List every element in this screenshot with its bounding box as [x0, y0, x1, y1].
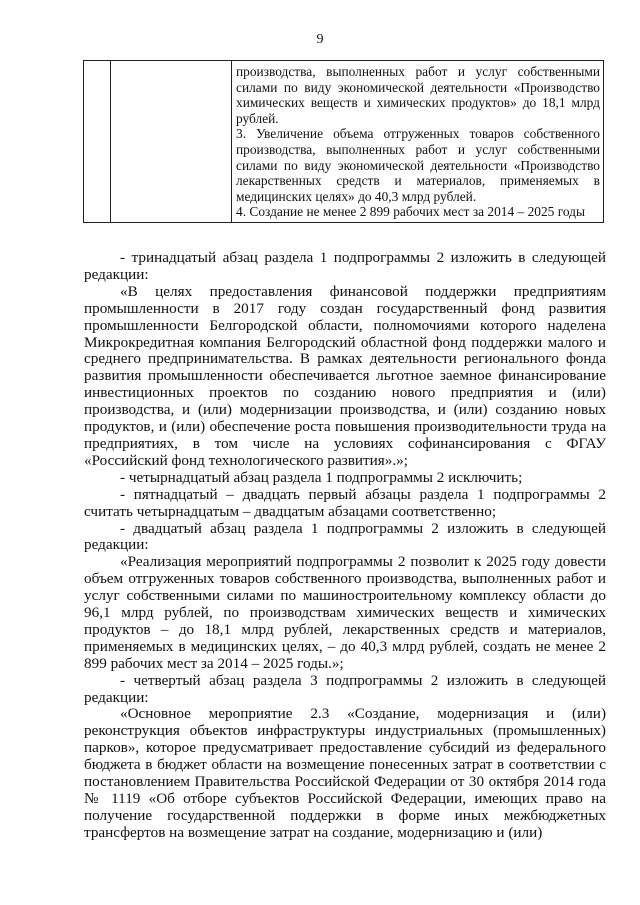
table-row: [84, 61, 604, 223]
table-cell-empty-1: [84, 61, 111, 223]
paragraph: «Основное мероприятие 2.3 «Создание, модернизация и (или) реконструкция объектов инфраструктуры индустриальных (промышленных) парков», которое предусматривает предоставление субсидий из федерального бюджета в бюджет области на возмещение понесенных затрат в соответствии с постановлением Правительства Российской Федерации от 30 октября 2014 года № 1119 «Об отборе субъектов Российской Федерации, имеющих право на получение государственной поддержки в форме иных межбюджетных трансфертов на возмещение затрат на создание, модернизацию и (или): [84, 705, 606, 841]
table-cell-line: 4. Создание не менее 2 899 рабочих мест за 2014 – 2025 годы: [236, 204, 585, 220]
page-number: 9: [316, 32, 324, 47]
paragraph: «Реализация мероприятий подпрограммы 2 позволит к 2025 году довести объем отгруженных товаров собственного производства, выполненных работ и услуг собственными силами по машиностроительному комплексу области до 96,1 млрд рублей, по производствам химических веществ и химических продуктов – до 18,1 млрд рублей, лекарственных средств и материалов, применяемых в медицинских целях, – до 40,3 млрд рублей, создать не менее 2 899 рабочих мест за 2014 – 2025 годы.»;: [84, 553, 606, 672]
table-cell-line: 3. Увеличение объема отгруженных товаров собственного производства, выполненных работ и услуг собственными силами по виду экономической деятельности «Производство лекарственных средств и материалов, применяемых в медицинских целях» до 40,3 млрд рублей.: [236, 126, 600, 204]
document-body: [84, 250, 606, 842]
paragraph: - четырнадцатый абзац раздела 1 подпрограммы 2 исключить;: [120, 468, 523, 486]
paragraph: - пятнадцатый – двадцать первый абзацы раздела 1 подпрограммы 2 считать четырнадцатым – двадцатым абзацами соответственно;: [84, 485, 606, 520]
paragraph: - четвертый абзац раздела 3 подпрограммы 2 изложить в следующей редакции:: [84, 671, 606, 706]
paragraph: - двадцатый абзац раздела 1 подпрограммы 2 изложить в следующей редакции:: [84, 519, 606, 554]
table-cell-line: производства, выполненных работ и услуг собственными силами по виду экономической деятельности «Производство химических веществ и химических продуктов» до 18,1 млрд рублей.: [236, 64, 600, 126]
table-cell-empty-2: [111, 61, 232, 223]
paragraph: - тринадцатый абзац раздела 1 подпрограммы 2 изложить в следующей редакции:: [84, 249, 606, 283]
indicator-table: [83, 60, 604, 223]
table-cell-text: [232, 61, 604, 223]
paragraph: «В целях предоставления финансовой поддержки предприятиям промышленности в 2017 году создан государственный фонд развития промышленности Белгородской области, полномочиями которого наделена Микрокредитная компания Белгородский областной фонд поддержки малого и среднего предпринимательства. В рамках деятельности регионального фонда развития промышленности обеспечивается льготное заемное финансирование инвестиционных проектов по созданию нового предприятия и (или) производства, и (или) модернизации производства, и (или) созданию новых продуктов, и (или) обеспечение роста повышения производительности труда на предприятиях, в том числе на условиях софинансирования с ФГАУ «Российский фонд технологического развития».»;: [84, 282, 606, 469]
